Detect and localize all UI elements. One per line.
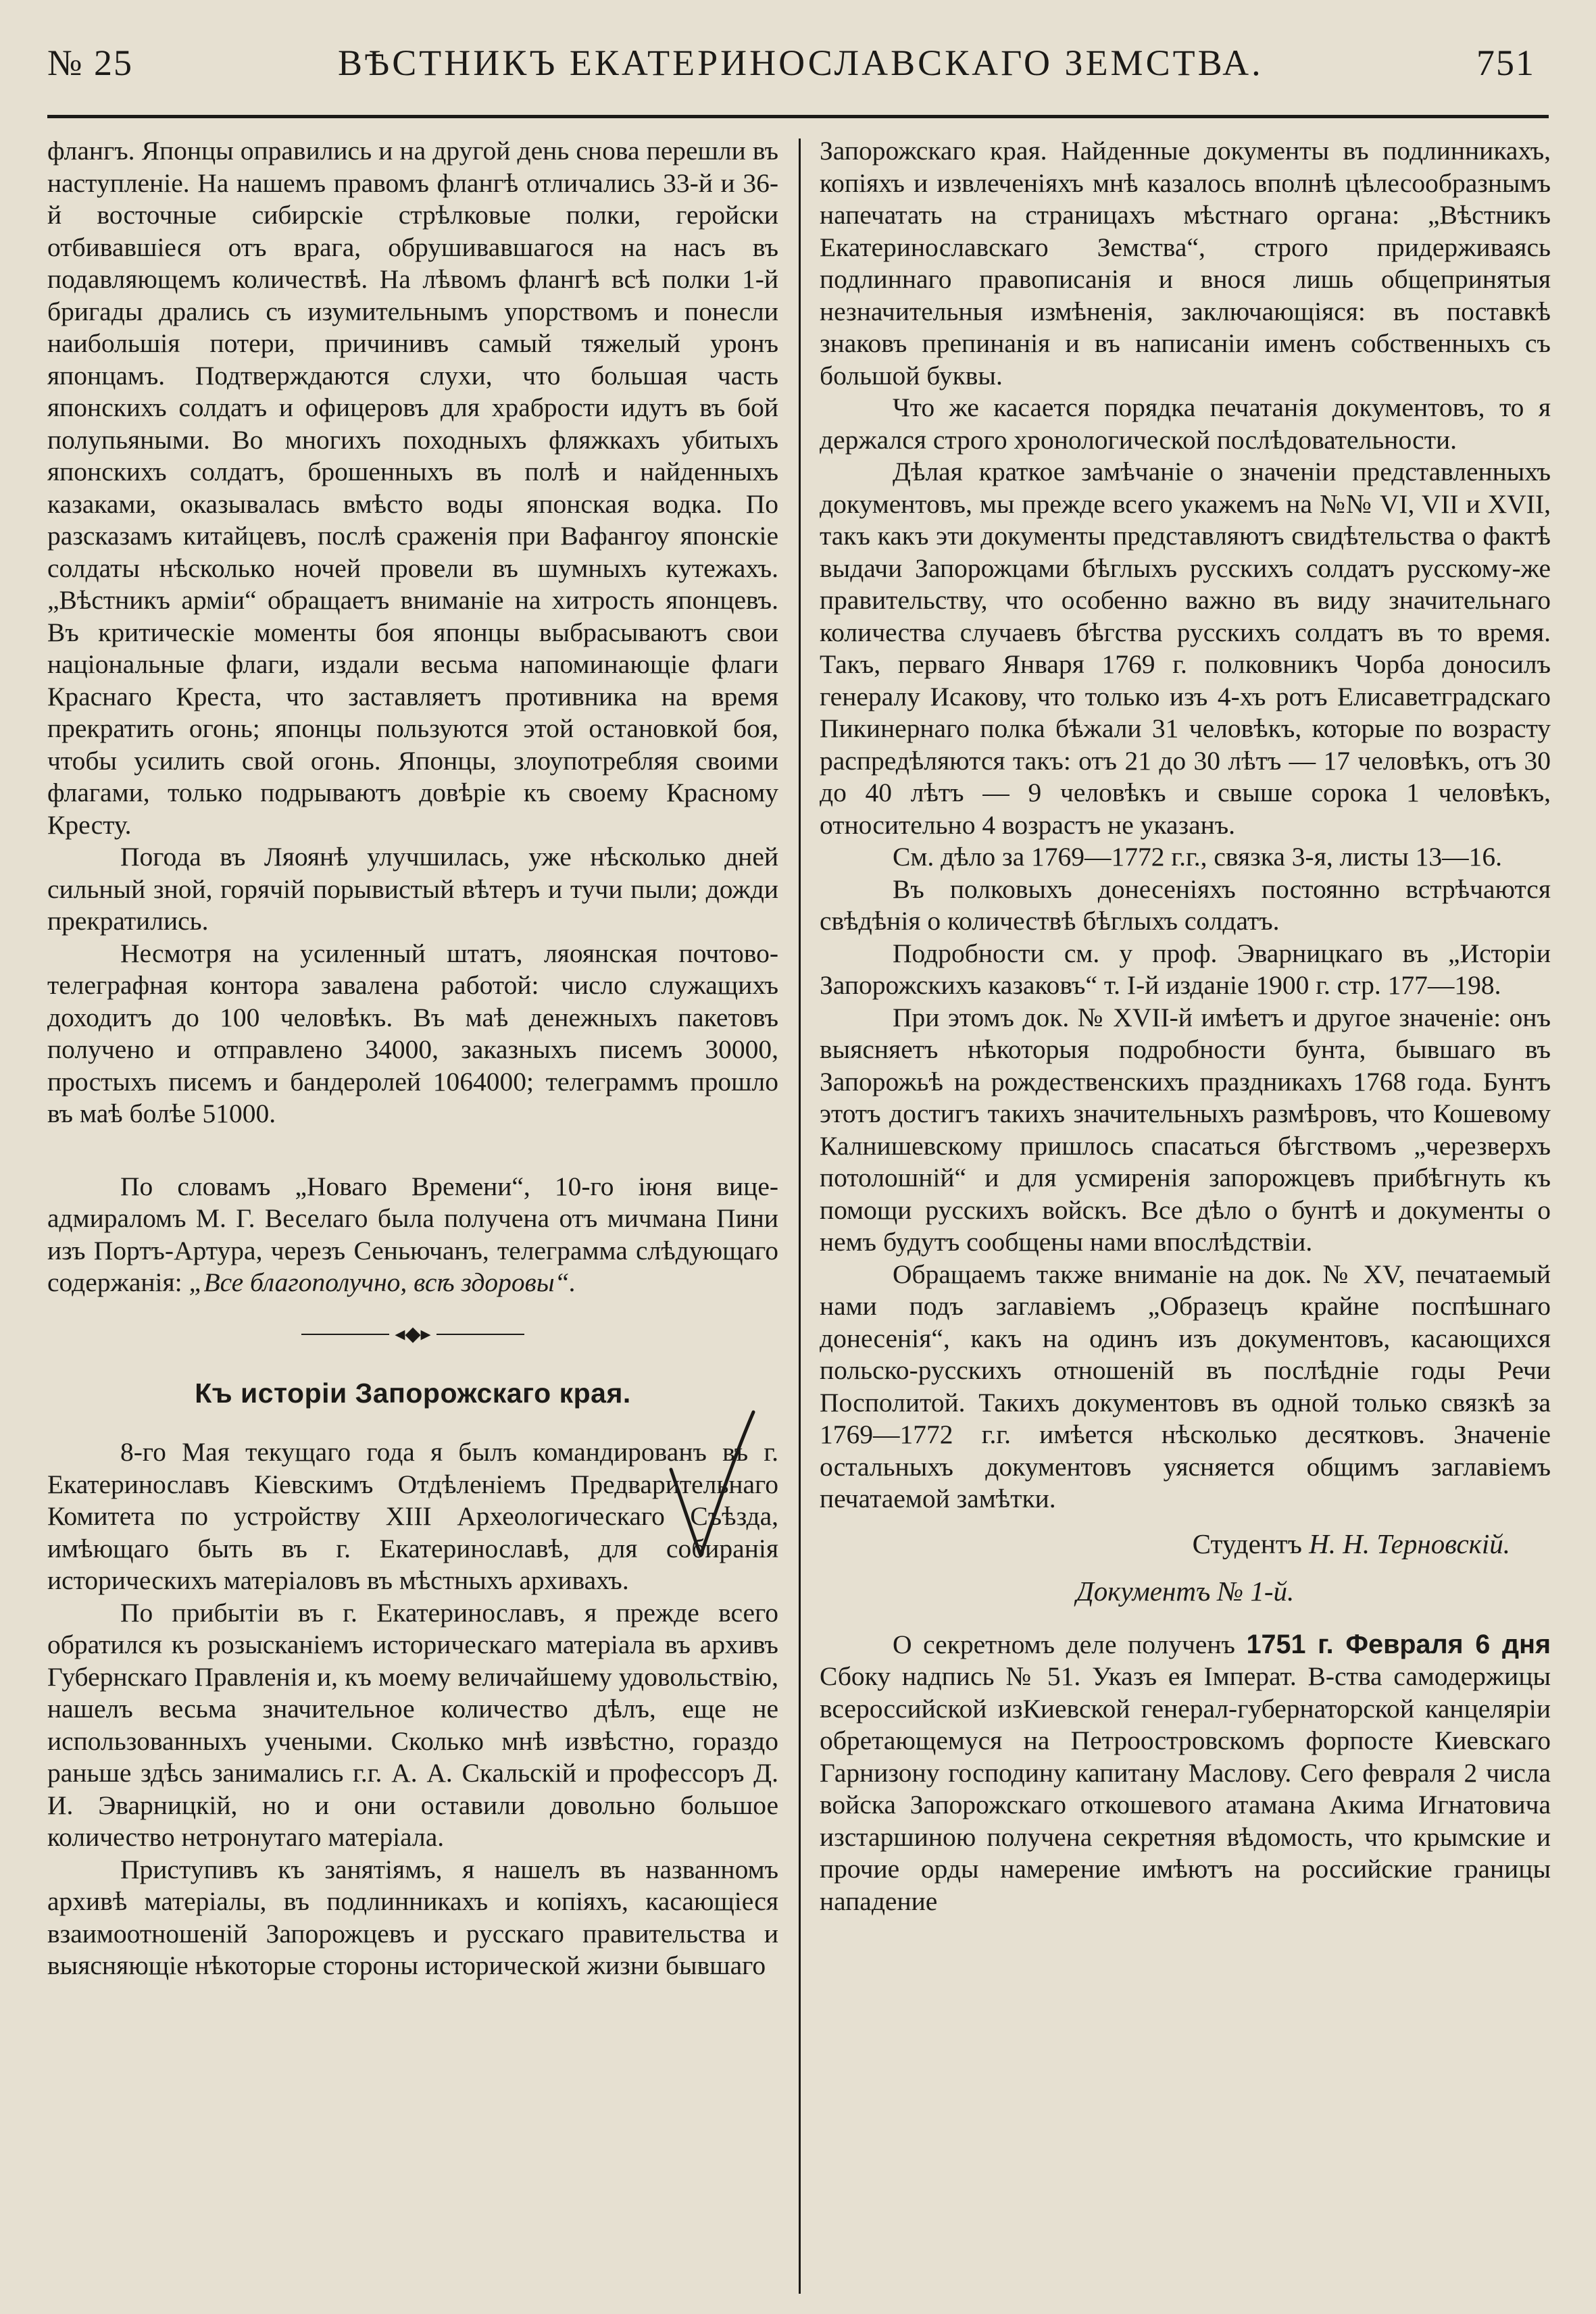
column-divider: [799, 139, 801, 2294]
page-header: [47, 35, 1549, 109]
author-signature: [820, 1525, 1510, 1563]
paragraph: Несмотря на усиленный штатъ, ляоянская почтово-телеграфная контора завалена работой: число служащихъ доходитъ до 100 человѣкъ. Въ маѣ денежныхъ пакетовъ получено и отправлено 34000, заказныхъ писемъ 30000, простыхъ писемъ и бандеролей 1064000; телеграммъ прошло въ маѣ болѣе 51000.: [47, 938, 778, 1128]
page-number: 751: [1476, 43, 1535, 83]
signature-name: Н. Н. Терновскій.: [1309, 1528, 1510, 1559]
paragraph: Въ полковыхъ донесеніяхъ постоянно встрѣчаются свѣдѣнія о количествѣ бѣглыхъ солдатъ.: [820, 874, 1551, 936]
paragraph: По прибытіи въ г. Екатеринославъ, я прежде всего обратился къ розысканіемъ историческаго матеріала въ архивъ Губернскаго Правленія и, къ моему величайшему удовольствію, нашелъ весьма значительное количество дѣлъ, еще не использованныхъ учеными. Сколько мнѣ извѣстно, гораздо раньше здѣсь занимались г.г. А. А. Скальскій и профессоръ Д. И. Эварницкій, но и они оставили довольно большое количество нетронутаго матеріала.: [47, 1597, 778, 1853]
paragraph: Приступивъ къ занятіямъ, я нашелъ въ названномъ архивѣ матеріалы, въ подлинникахъ и копіяхъ, касающіеся взаимоотношеній Запорожцевъ и русскаго правительства и выясняющіе нѣкоторые стороны исторической жизни бывшаго: [47, 1854, 778, 1981]
paragraph: флангъ. Японцы оправились и на другой день снова перешли въ наступленіе. На нашемъ правомъ флангѣ отличались 33-й и 36-й восточные сибирскіе стрѣлковые полки, геройски отбивавшіеся отъ врага, обрушивавшагося на насъ въ подавляющемъ количествѣ. На лѣвомъ флангѣ всѣ полки 1-й бригады дрались съ изумительнымъ упорствомъ и понесли наибольшія потери, причинивъ самый тяжелый уронъ японцамъ. Подтверждаются слухи, что большая часть японскихъ солдатъ и офицеровъ для храбрости идутъ въ бой полупьяными. Во многихъ походныхъ фляжкахъ убитыхъ японскихъ солдатъ, брошенныхъ въ полѣ и найденныхъ казаками, оказывалась вмѣсто воды японская водка. По разсказамъ китайцевъ, послѣ сраженія при Вафангоу японскіе солдаты нѣсколько ночей провели въ шумныхъ кутежахъ. „Вѣстникъ арміи“ обращаетъ вниманіе на хитрость японцевъ. Въ критическіе моменты боя японцы выбрасываютъ свои національные флаги, издали весьма напоминающіе флаги Краснаго Креста, что заставляетъ противника на время прекратить огонь; японцы пользуются этой остановкой боя, чтобы усилить свой огонь. Японцы, злоупотребляя своими флагами, только подрываютъ довѣріе къ своему Красному Кресту.: [47, 136, 778, 840]
document-paragraph: [820, 1629, 1551, 1918]
section-title: Къ исторіи Запорожскаго края.: [195, 1378, 631, 1409]
ornament-icon: ◂◆▸: [395, 1322, 431, 1345]
paragraph: При этомъ док. № XVII-й имѣетъ и другое значеніе: онъ выясняетъ нѣкоторыя подробности бунта, бывшаго въ Запорожьѣ на рождественскихъ праздникахъ 1768 года. Бунтъ этотъ достигъ такихъ значительныхъ размѣровъ, что Кошевому Калнишевскому пришлось спасаться бѣгствомъ „черезверхъ потолошній“ и для усмиренія запорожцевъ прибѣгнуть къ помощи русскихъ войскъ. Все дѣло о бунтѣ и документы о немъ будутъ сообщены нами впослѣдствіи.: [820, 1002, 1551, 1257]
header-rule: [47, 115, 1549, 118]
paragraph: Запорожскаго края. Найденные документы въ подлинникахъ, копіяхъ и извлеченіяхъ мнѣ казалось вполнѣ цѣлесообразнымъ напечатать на страницахъ мѣстнаго органа: „Вѣстникъ Екатеринославскаго Земства“, строго придерживаясь подлиннаго правописанія и внося лишь общепринятыя незначительныя измѣненія, заключающіяся: въ поставкѣ знаковъ препинанія и въ написаніи именъ собственныхъ съ большой буквы.: [820, 136, 1551, 391]
document-date: 1751 г. Февраля 6 дня: [1246, 1629, 1551, 1659]
paragraph: Дѣлая краткое замѣчаніе о значеніи представленныхъ документовъ, мы прежде всего укажемъ на №№ VI, VII и XVII, такъ какъ эти документы представляютъ свидѣтельства о фактѣ выдачи Запорожцами бѣглыхъ русскихъ солдатъ русскому-же правительству, что особенно важно въ виду значительнаго количества случаевъ бѣгства русскихъ солдатъ въ то время. Такъ, перваго Января 1769 г. полковникъ Чорба доносилъ генералу Исакову, что только изъ 4-хъ ротъ Елисаветградскаго Пикинернаго полка бѣжали 31 человѣкъ, которые по возрасту распредѣляются такъ: отъ 21 до 30 лѣтъ — 17 человѣкъ, отъ 30 до 40 лѣтъ — 9 человѣкъ и свыше сорока 1 человѣкъ, относительно 4 возрастъ не указанъ.: [820, 457, 1551, 840]
issue-number: № 25: [47, 43, 134, 83]
paragraph: 8-го Мая текущаго года я былъ командированъ въ г. Екатеринославъ Кіевскимъ Отдѣленіемъ Предварительнаго Комитета по устройству XIII Археологическаго Съѣзда, имѣющаго быть въ г. Екатеринославѣ, для собиранія историческихъ матеріаловъ въ мѣстныхъ архивахъ.: [47, 1437, 778, 1596]
paragraph: Что же касается порядка печатанія документовъ, то я держался строго хронологической послѣдовательности.: [820, 393, 1551, 455]
document-title: Документъ № 1-й.: [1076, 1575, 1295, 1607]
right-column: [820, 135, 1551, 2287]
paragraph: Погода въ Ляоянѣ улучшилась, уже нѣсколько дней сильный зной, горячій порывистый вѣтеръ и тучи пыли; дожди прекратились.: [47, 842, 778, 936]
document-text: Сбоку надпись № 51. Указъ ея Імперат. В-ства самодержицы всероссийской изКиевской генерал-губернаторской канцеляріи обретающемуся на Петроостровскомъ форпосте Киевскаго Гарнизону господину капитану Маслову. Сего февраля 2 числа войска Запорожскаго откошевого атамана Акима Игнатовича изстаршиною получена секретняя вѣдомость, что крымские и прочие орды намерение имѣютъ на российские границы нападение: [820, 1661, 1551, 1916]
ornament-line-right: [437, 1334, 524, 1335]
signature-prefix: Студентъ: [1192, 1528, 1302, 1559]
paragraph: Обращаемъ также вниманіе на док. № XV, печатаемый нами подъ заглавіемъ „Образецъ крайне поспѣшнаго донесенія“, какъ на одинъ изъ документовъ, касающихся польско-русскихъ отношеній въ послѣдніе годы Речи Посполитой. Такихъ документовъ въ одной только связкѣ за 1769—1772 г.г. имѣется нѣсколько десятковъ. Значеніе остальныхъ документовъ уясняется общимъ заглавіемъ печатаемой замѣтки.: [820, 1259, 1551, 1513]
paragraph: См. дѣло за 1769—1772 г.г., связка 3-я, листы 13—16.: [893, 842, 1503, 872]
document-intro: О секретномъ деле полученъ: [893, 1629, 1235, 1659]
handwritten-checkmark-icon: [659, 1405, 760, 1561]
journal-title: ВѢСТНИКЪ ЕКАТЕРИНОСЛАВСКАГО ЗЕМСТВА.: [338, 43, 1264, 83]
section-ornament: [47, 1317, 778, 1351]
telegram-text: По словамъ „Новаго Времени“, 10-го іюня вице-адмираломъ М. Г. Веселаго была получена отъ мичмана Пини изъ Портъ-Артура, черезъ Сеньючанъ, телеграмма слѣдующаго содержанія:: [47, 1171, 778, 1297]
left-column: [47, 135, 778, 2287]
paragraph: Подробности см. у проф. Эварницкаго въ „Исторіи Запорожскихъ казаковъ“ т. I-й изданіе 1900 г. стр. 177—198.: [820, 938, 1551, 1000]
telegram-quote: „Все благополучно, всѣ здоровы“.: [189, 1267, 576, 1297]
ornament-line-left: [301, 1334, 389, 1335]
telegram-paragraph: [47, 1171, 778, 1299]
